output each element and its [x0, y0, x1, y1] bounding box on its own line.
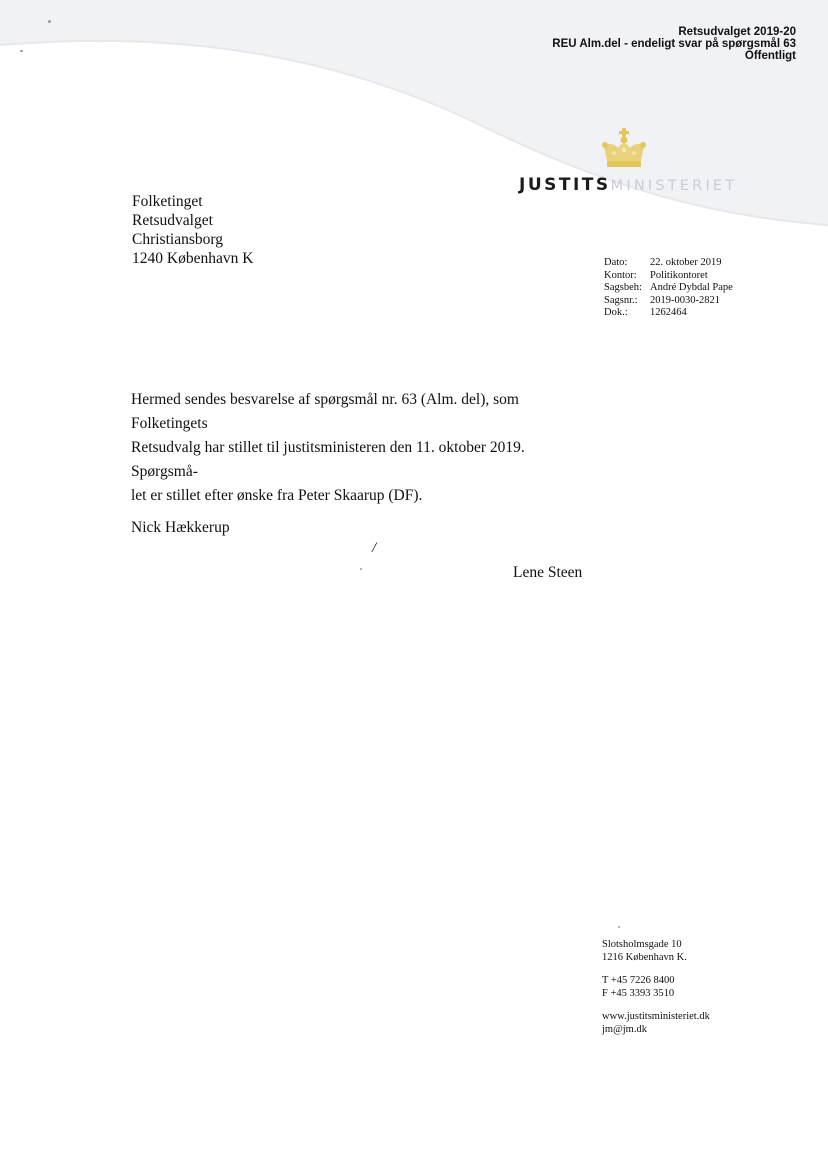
document-stamp	[552, 26, 796, 62]
signature-separator: /	[372, 540, 377, 556]
meta-label-date: Dato:	[604, 257, 628, 268]
ministry-logo	[519, 175, 737, 195]
meta-value-date: 22. oktober 2019	[650, 257, 722, 268]
recipient-line: 1240 København K	[132, 250, 254, 267]
letter-body	[131, 388, 591, 508]
footer-fax: F +45 3393 3510	[602, 987, 675, 999]
body-line: let er stillet efter ønske fra Peter Skaarup (DF).	[131, 487, 423, 504]
logo-light: MINISTERIET	[610, 178, 738, 194]
stamp-reference: REU Alm.del - endeligt svar på spørgsmål 63	[552, 38, 796, 50]
case-metadata	[604, 257, 733, 320]
meta-label-handler: Sagsbeh:	[604, 282, 642, 293]
signature-official: Lene Steen	[513, 564, 583, 581]
scan-speck	[618, 926, 620, 928]
meta-label-office: Kontor:	[604, 269, 637, 281]
footer-phone: T +45 7226 8400	[602, 975, 675, 986]
footer-website: www.justitsministeriet.dk	[602, 1011, 710, 1022]
logo-bold: JUSTITS	[519, 175, 611, 195]
crown-logo-icon	[600, 128, 648, 170]
body-line: Retsudvalg har stillet til justitsministeren den 11. oktober 2019. Spørgsmå-	[131, 439, 525, 480]
body-line: Hermed sendes besvarelse af spørgsmål nr. 63 (Alm. del), som Folketingets	[131, 391, 519, 432]
recipient-line: Folketinget	[132, 193, 203, 210]
recipient-line: Retsudvalget	[132, 212, 213, 229]
stamp-committee: Retsudvalget 2019-20	[678, 26, 796, 38]
meta-value-office: Politikontoret	[650, 269, 708, 281]
scan-speck	[48, 20, 51, 23]
recipient-line: Christiansborg	[132, 231, 223, 248]
footer-address: Slotsholmsgade 10	[602, 939, 682, 950]
stamp-classification: Offentligt	[744, 50, 796, 62]
footer-postal: 1216 København K.	[602, 951, 687, 963]
meta-label-document: Dok.:	[604, 307, 628, 318]
meta-value-handler: André Dybdal Pape	[650, 282, 733, 293]
scan-speck	[360, 568, 362, 570]
meta-label-case-number: Sagsnr.:	[604, 294, 638, 306]
scan-speck	[20, 50, 23, 52]
meta-value-document: 1262464	[650, 307, 687, 318]
contact-footer	[602, 939, 710, 1036]
footer-email: jm@jm.dk	[602, 1023, 647, 1035]
recipient-address	[132, 192, 253, 268]
signature-minister: Nick Hækkerup	[131, 519, 230, 536]
meta-value-case-number: 2019-0030-2821	[650, 294, 720, 306]
